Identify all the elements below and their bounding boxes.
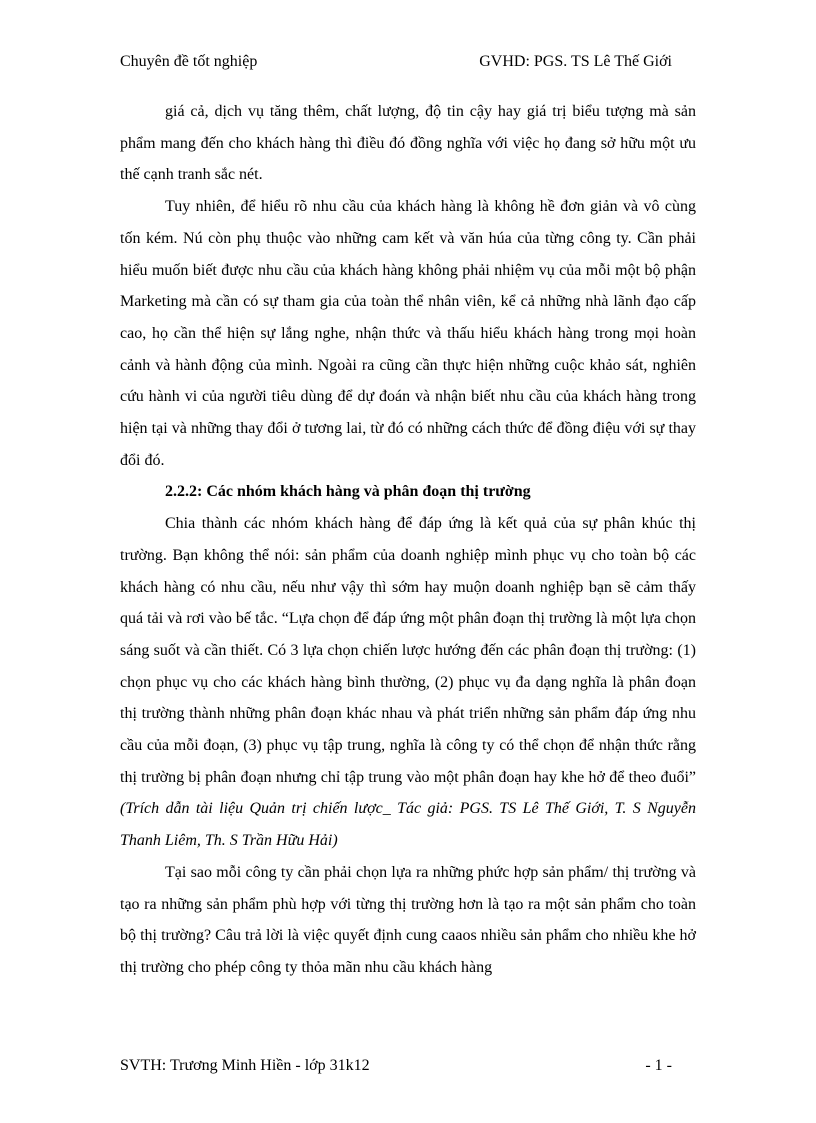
paragraph-continued: giá cả, dịch vụ tăng thêm, chất lượng, độ tin cậy hay giá trị biểu tượng mà sản phẩm mang đến cho khách hàng thì điều đó đồng nghĩa với việc họ đang sở hữu một ưu thế cạnh tranh sắc nét. [120,103,696,184]
paragraph-why-segment: Tại sao mỗi công ty cần phải chọn lựa ra những phức hợp sản phẩm/ thị trường và tạo ra những sản phẩm phù hợp với từng thị trường hơn là tạo ra một sản phẩm cho toàn bộ thị trường? Câu trả lời là việc quyết định cung caaos nhiều sản phẩm cho nhiều khe hở thị trường cho phép công ty thỏa mãn nhu cầu khách hàng [120,863,696,976]
page-body [120,96,696,984]
citation: (Trích dẫn tài liệu Quản trị chiến lược_ Tác giả: PGS. TS Lê Thế Giới, T. S Nguyễn Thanh Liêm, Th. S Trần Hữu Hải) [120,800,696,850]
paragraph-customer-needs: Tuy nhiên, để hiểu rõ nhu cầu của khách hàng là không hề đơn giản và vô cùng tốn kém. Nú còn phụ thuộc vào những cam kết và văn húa của từng công ty. Cần phải hiểu muốn biết được nhu cầu của khách hàng không phải nhiệm vụ của mỗi một bộ phận Marketing mà cần có sự tham gia của toàn thể nhân viên, kể cả những nhà lãnh đạo cấp cao, họ cần thể hiện sự lắng nghe, nhận thức và thấu hiểu khách hàng trong mọi hoàn cảnh và hành động của mình. Ngoài ra cũng cần thực hiện những cuộc khảo sát, nghiên cứu hành vi của người tiêu dùng để dự đoán và nhận biết nhu cầu của khách hàng trong hiện tại và những thay đổi ở tương lai, từ đó có những cách thức để đồng điệu với sự thay đổi đó. [120,198,696,469]
footer-student: SVTH: Trương Minh Hiền - lớp 31k12 [120,1057,370,1074]
page-number: - 1 - [645,1057,672,1074]
section-heading: 2.2.2: Các nhóm khách hàng và phân đoạn thị trường [165,483,531,501]
header-advisor: GVHD: PGS. TS Lê Thế Giới [479,53,672,70]
header-document-title: Chuyên đề tốt nghiệp [120,53,258,70]
paragraph-segmentation [120,508,696,857]
paragraph-segmentation-text: Chia thành các nhóm khách hàng để đáp ứng là kết quả của sự phân khúc thị trường. Bạn không thể nói: sản phẩm của doanh nghiệp mình phục vụ cho toàn bộ các khách hàng có nhu cầu, nếu như vậy thì sớm hay muộn doanh nghiệp bạn sẽ cảm thấy quá tải và rơi vào bế tắc. “Lựa chọn để đáp ứng một phân đoạn thị trường là một lựa chọn sáng suốt và cần thiết. Có 3 lựa chọn chiến lược hướng đến các phân đoạn thị trường: (1) chọn phục vụ cho các khách hàng bình thường, (2) phục vụ đa dạng nghĩa là phân đoạn thị trường thành những phân đoạn khác nhau và phát triển những sản phẩm đáp ứng nhu cầu của mỗi đoạn, (3) phục vụ tập trung, nghĩa là công ty có thể chọn để nhận thức rằng thị trường bị phân đoạn nhưng chỉ tập trung vào một phân đoạn hay khe hở để theo đuổi” [120,515,696,786]
